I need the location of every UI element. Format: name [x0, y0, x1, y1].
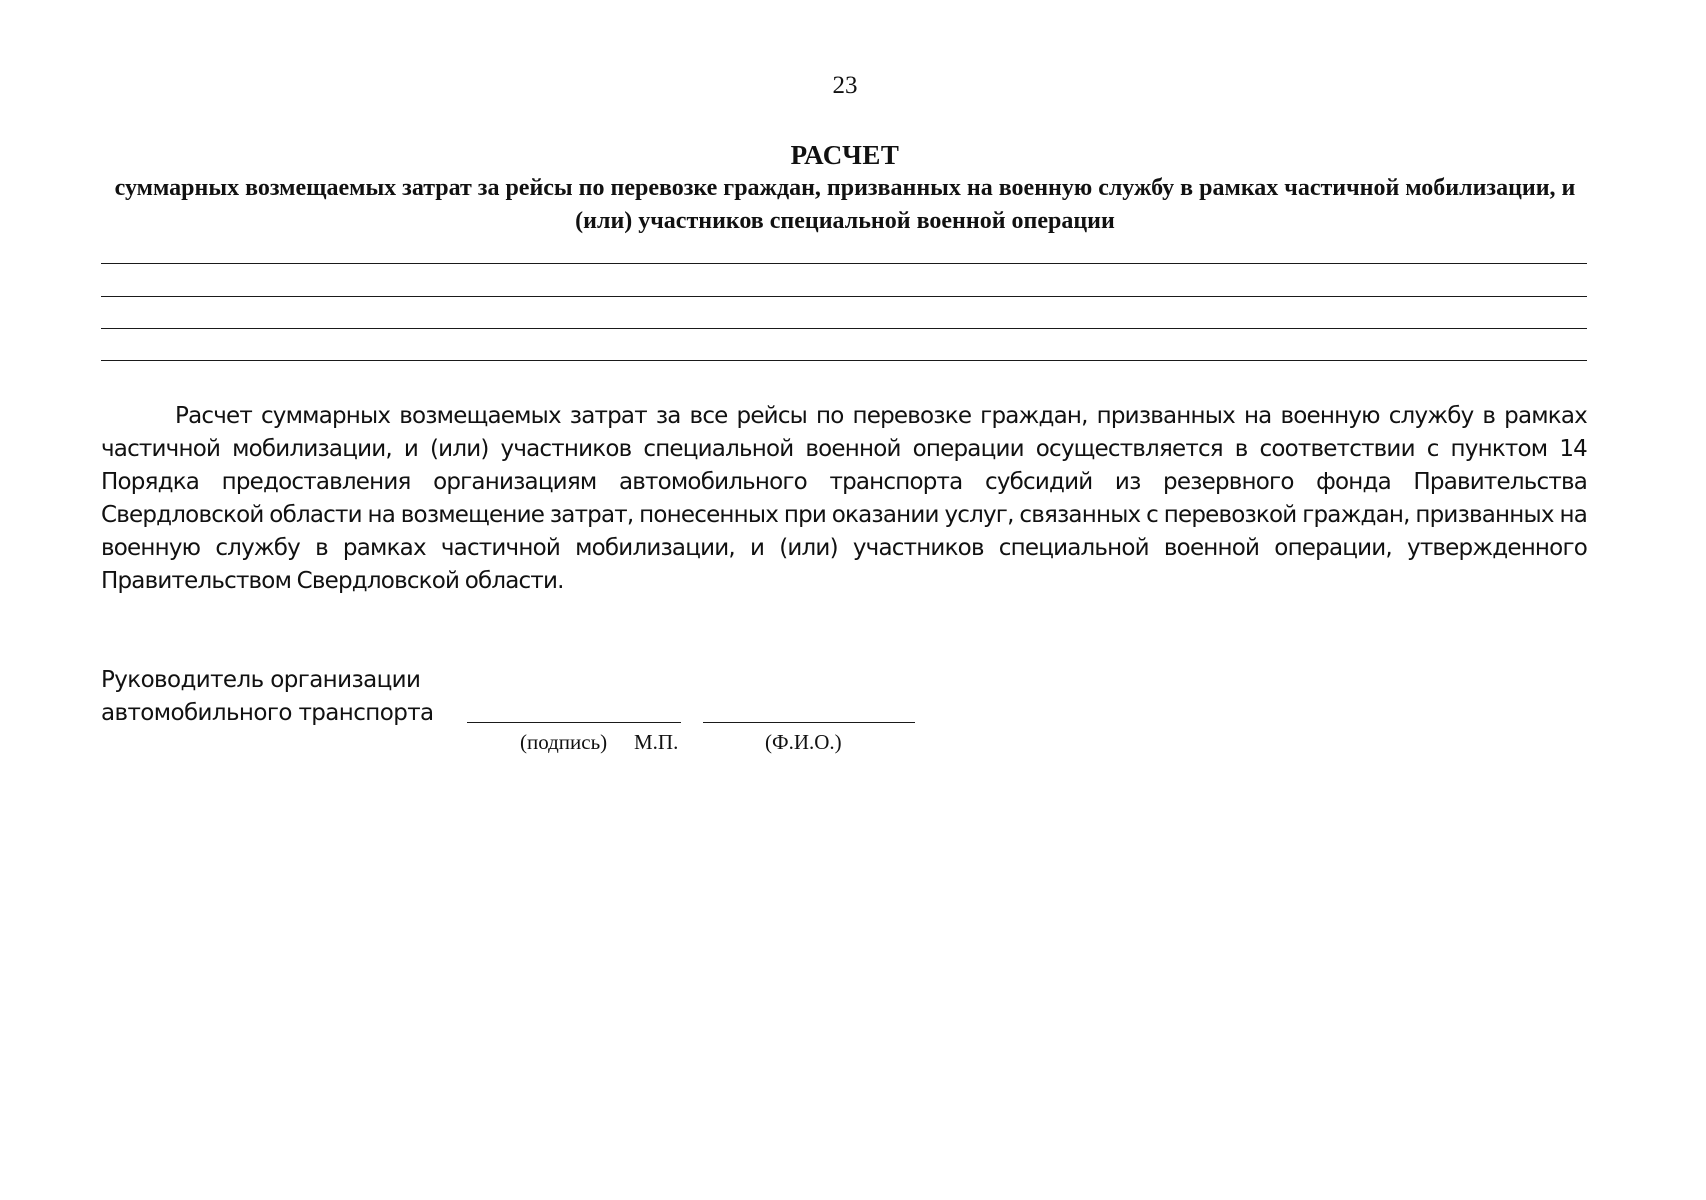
- page-number: 23: [832, 72, 858, 99]
- body-paragraph: Расчет суммарных возмещаемых затрат за все рейсы по перевозке граждан, призванных на военную службу в рамках частичной мобилизации, и (или) участников специальной военной операции осуществляется в соответствии с пунктом 14 Порядка предоставления организациям автомобильного транспорта субсидий из резервного фонда Правительства Свердловской области на возмещение затрат, понесенных при оказании услуг, связанных с перевозкой граждан, призванных на военную службу в рамках частичной мобилизации, и (или) участников специальной военной операции, утвержденного Правительством Свердловской области.: [101, 403, 1587, 594]
- document-subtitle: суммарных возмещаемых затрат за рейсы по перевозке граждан, призванных на военную службу в рамках частичной мобилизации, и (или) участников специальной военной операции: [114, 175, 1576, 234]
- signature-caption: (подпись): [520, 730, 608, 754]
- blank-fill-line-1: [101, 263, 1587, 264]
- signature-label: [101, 664, 433, 730]
- name-caption: (Ф.И.О.): [765, 730, 842, 754]
- signature-label-line-1: Руководитель организации: [101, 667, 421, 693]
- name-blank-line: [703, 722, 915, 723]
- signature-blank-line: [467, 722, 681, 723]
- blank-fill-line-2: [101, 296, 1587, 297]
- blank-fill-line-3: [101, 328, 1587, 329]
- blank-fill-line-4: [101, 360, 1587, 361]
- stamp-caption: М.П.: [634, 730, 679, 754]
- document-title: РАСЧЕТ: [790, 140, 900, 170]
- signature-label-line-2: автомобильного транспорта: [101, 700, 434, 726]
